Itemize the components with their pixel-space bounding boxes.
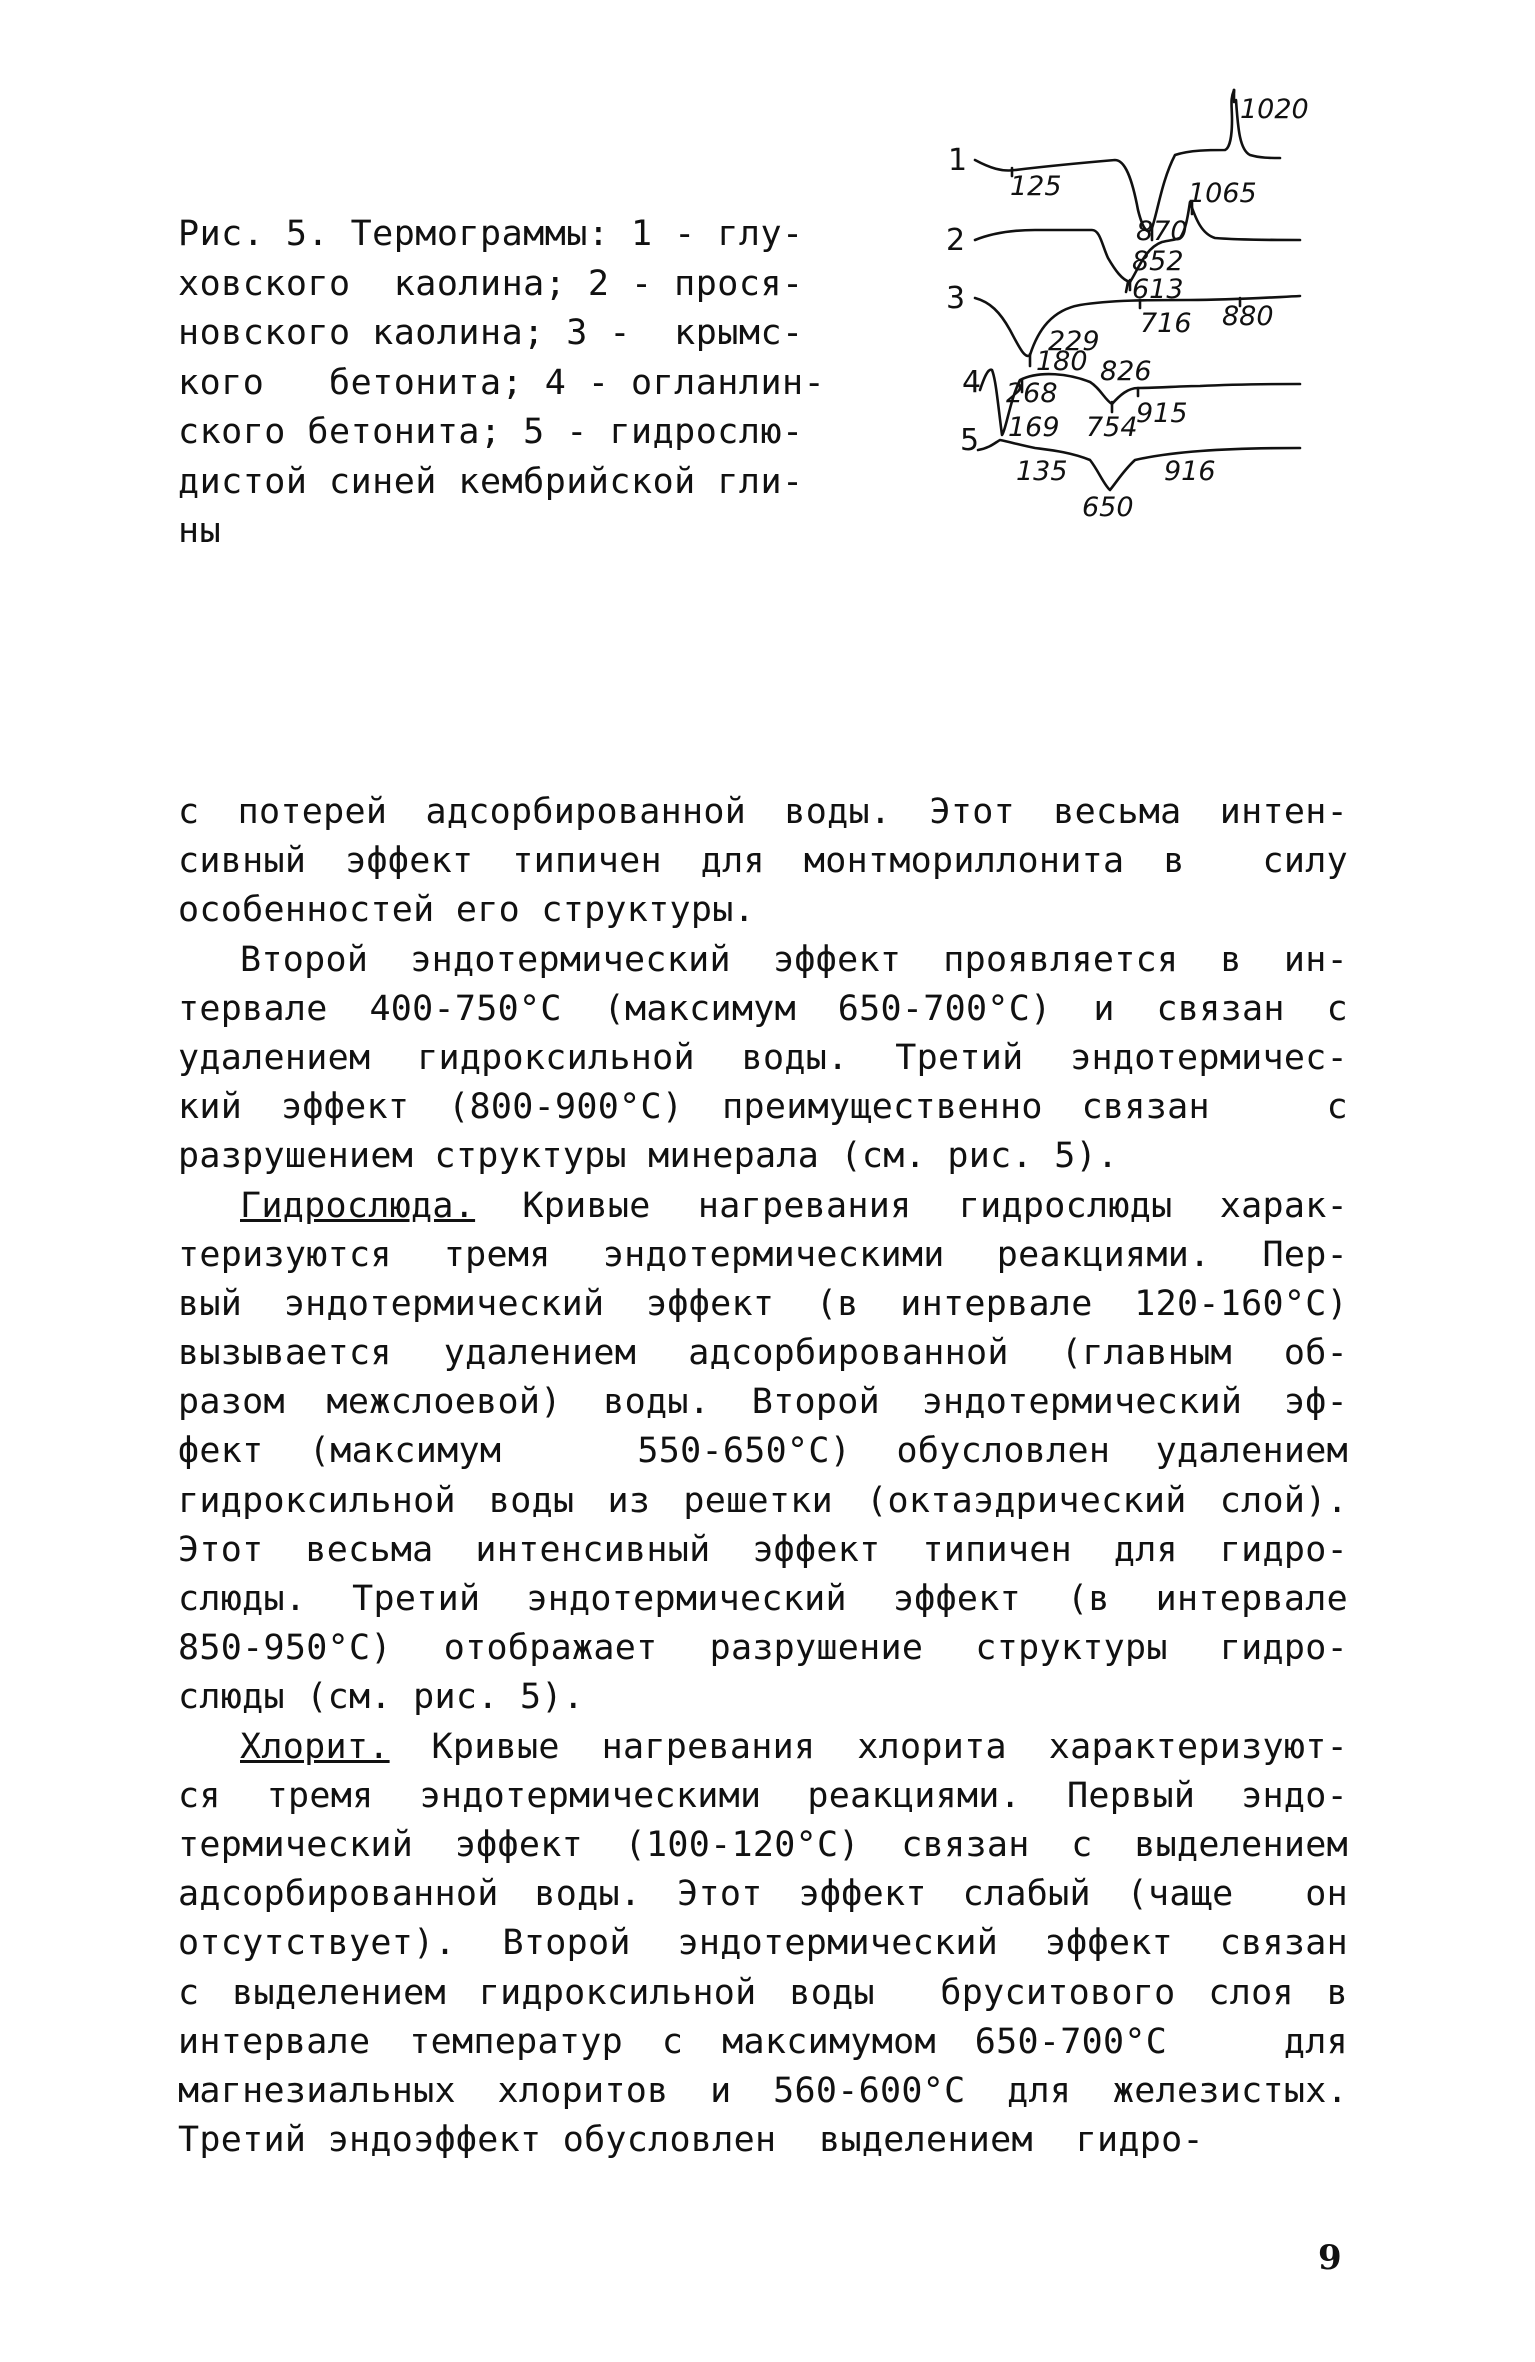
text-line [178, 1034, 1348, 1083]
text-line [178, 1969, 1348, 2018]
peak-label: 169 [1008, 412, 1060, 443]
section-heading: Гидрослюда. [240, 1185, 476, 1226]
text-run: интервале температур с максимумом 650-700°C для [178, 2021, 1348, 2062]
paragraph [178, 936, 1348, 1182]
peak-label: 880 [1222, 301, 1274, 332]
curve-number-2: 2 [946, 223, 966, 258]
paragraph [178, 788, 1348, 936]
text-line [178, 886, 1348, 935]
caption-line: ны [178, 511, 222, 551]
text-run: тервале 400-750°C (максимум 650-700°C) и связан с [178, 988, 1348, 1029]
peak-label: 1020 [1240, 94, 1309, 125]
text-line [178, 1329, 1348, 1378]
text-run: вый эндотермический эффект (в интервале 120-160°C) [178, 1283, 1348, 1324]
text-run: особенностей его структуры. [178, 890, 756, 931]
peak-label: 1065 [1188, 178, 1257, 209]
text-run: адсорбированной воды. Этот эффект слабый (чаще он [178, 1874, 1348, 1915]
text-run: отсутствует). Второй эндотермический эффект связан [178, 1923, 1348, 1964]
text-run: с потерей адсорбированной воды. Этот весьма интен- [178, 792, 1348, 832]
text-run: кий эффект (800-900°C) преимущественно связан с [178, 1087, 1348, 1128]
text-run: слюды (см. рис. 5). [178, 1677, 585, 1718]
caption-line: кого бетонита; 4 - огланлин- [178, 362, 826, 403]
text-line [178, 1477, 1348, 1526]
text-run: Второй эндотермический эффект проявляется в ин- [240, 939, 1348, 980]
text-line [178, 1575, 1348, 1624]
text-run: слюды. Третий эндотермический эффект (в интервале [178, 1579, 1348, 1619]
caption-line: новского каолина; 3 - крымс- [178, 313, 804, 353]
caption-line: ховского каолина; 2 - прося- [178, 263, 804, 304]
text-run: разом межслоевой) воды. Второй эндотермический эф- [178, 1382, 1348, 1423]
peak-label: 180 [1036, 346, 1088, 377]
text-line [178, 1723, 1348, 1772]
text-line [178, 1821, 1348, 1870]
text-run: термический эффект (100-120°C) связан с выделением [178, 1824, 1348, 1865]
peak-label: 826 [1100, 356, 1152, 387]
caption-line: Рис. 5. Термограммы: 1 - глу- [178, 214, 804, 254]
text-run: Кривые нагревания хлорита характеризуют- [389, 1726, 1348, 1767]
page-number: 9 [1318, 2238, 1342, 2278]
peak-label: 268 [1006, 378, 1058, 409]
text-line [178, 1870, 1348, 1919]
text-line [178, 985, 1348, 1034]
text-line [178, 1427, 1348, 1476]
text-line [178, 1378, 1348, 1427]
text-line [178, 936, 1348, 985]
curve-number-4: 4 [962, 365, 982, 400]
figure-caption [178, 210, 878, 557]
text-run: ся тремя эндотермическими реакциями. Первый эндо- [178, 1775, 1348, 1816]
paragraph [178, 1182, 1348, 1723]
peak-label: 870 [1136, 216, 1188, 247]
text-run: с выделением гидроксильной воды бруситового слоя в [178, 1972, 1348, 2013]
text-line [178, 1280, 1348, 1329]
peak-label: 650 [1082, 492, 1134, 523]
caption-line: ского бетонита; 5 - гидрослю- [178, 412, 804, 452]
text-line [178, 1231, 1348, 1280]
paragraph [178, 1723, 1348, 2166]
text-line [178, 1132, 1348, 1181]
curve-number-5: 5 [960, 423, 980, 458]
caption-line: дистой синей кембрийской гли- [178, 461, 804, 502]
text-line [178, 2116, 1348, 2165]
text-line [178, 1182, 1348, 1231]
text-run: вызывается удалением адсорбированной (главным об- [178, 1333, 1348, 1374]
thermogram-figure [940, 94, 1360, 770]
text-line [178, 2067, 1348, 2116]
text-line [178, 1083, 1348, 1132]
peak-label: 916 [1164, 456, 1216, 487]
curve-number-3: 3 [946, 281, 966, 316]
text-run: магнезиальных хлоритов и 560-600°C для железистых. [178, 2070, 1348, 2111]
body-text [178, 788, 1348, 2165]
peak-label: 754 [1086, 412, 1138, 443]
text-line [178, 1772, 1348, 1821]
text-line [178, 788, 1348, 837]
text-line [178, 837, 1348, 886]
curve-number-1: 1 [948, 143, 968, 178]
text-line [178, 1919, 1348, 1968]
section-heading: Хлорит. [240, 1726, 390, 1767]
text-line [178, 1673, 1348, 1722]
text-run: теризуются тремя эндотермическими реакциями. Пер- [178, 1234, 1348, 1275]
text-line [178, 2018, 1348, 2067]
peak-label: 135 [1016, 456, 1068, 487]
text-run: 850-950°C) отображает разрушение структуры гидро- [178, 1628, 1348, 1669]
text-run: Кривые нагревания гидрослюды харак- [475, 1185, 1348, 1226]
text-run: разрушением структуры минерала (см. рис. 5). [178, 1136, 1119, 1177]
peak-label: 716 [1140, 308, 1192, 339]
peak-label: 852 [1132, 246, 1184, 277]
curve-1 [975, 90, 1280, 231]
text-run: удалением гидроксильной воды. Третий эндотермичес- [178, 1037, 1348, 1078]
text-run: фект (максимум 550-650°C) обусловлен удалением [178, 1431, 1348, 1472]
text-line [178, 1526, 1348, 1575]
peak-label: 125 [1010, 171, 1062, 202]
text-run: гидроксильной воды из решетки (октаэдрический слой). [178, 1480, 1348, 1521]
peak-label: 613 [1132, 274, 1184, 305]
text-line [178, 1624, 1348, 1673]
thermogram-svg [940, 94, 1360, 770]
text-run: сивный эффект типичен для монтмориллонита в силу [178, 841, 1348, 882]
text-run: Этот весьма интенсивный эффект типичен для гидро- [178, 1529, 1348, 1570]
text-run: Третий эндоэффект обусловлен выделением гидро- [178, 2120, 1204, 2161]
peak-label: 915 [1136, 398, 1188, 429]
peak-label: 229 [1048, 326, 1100, 357]
